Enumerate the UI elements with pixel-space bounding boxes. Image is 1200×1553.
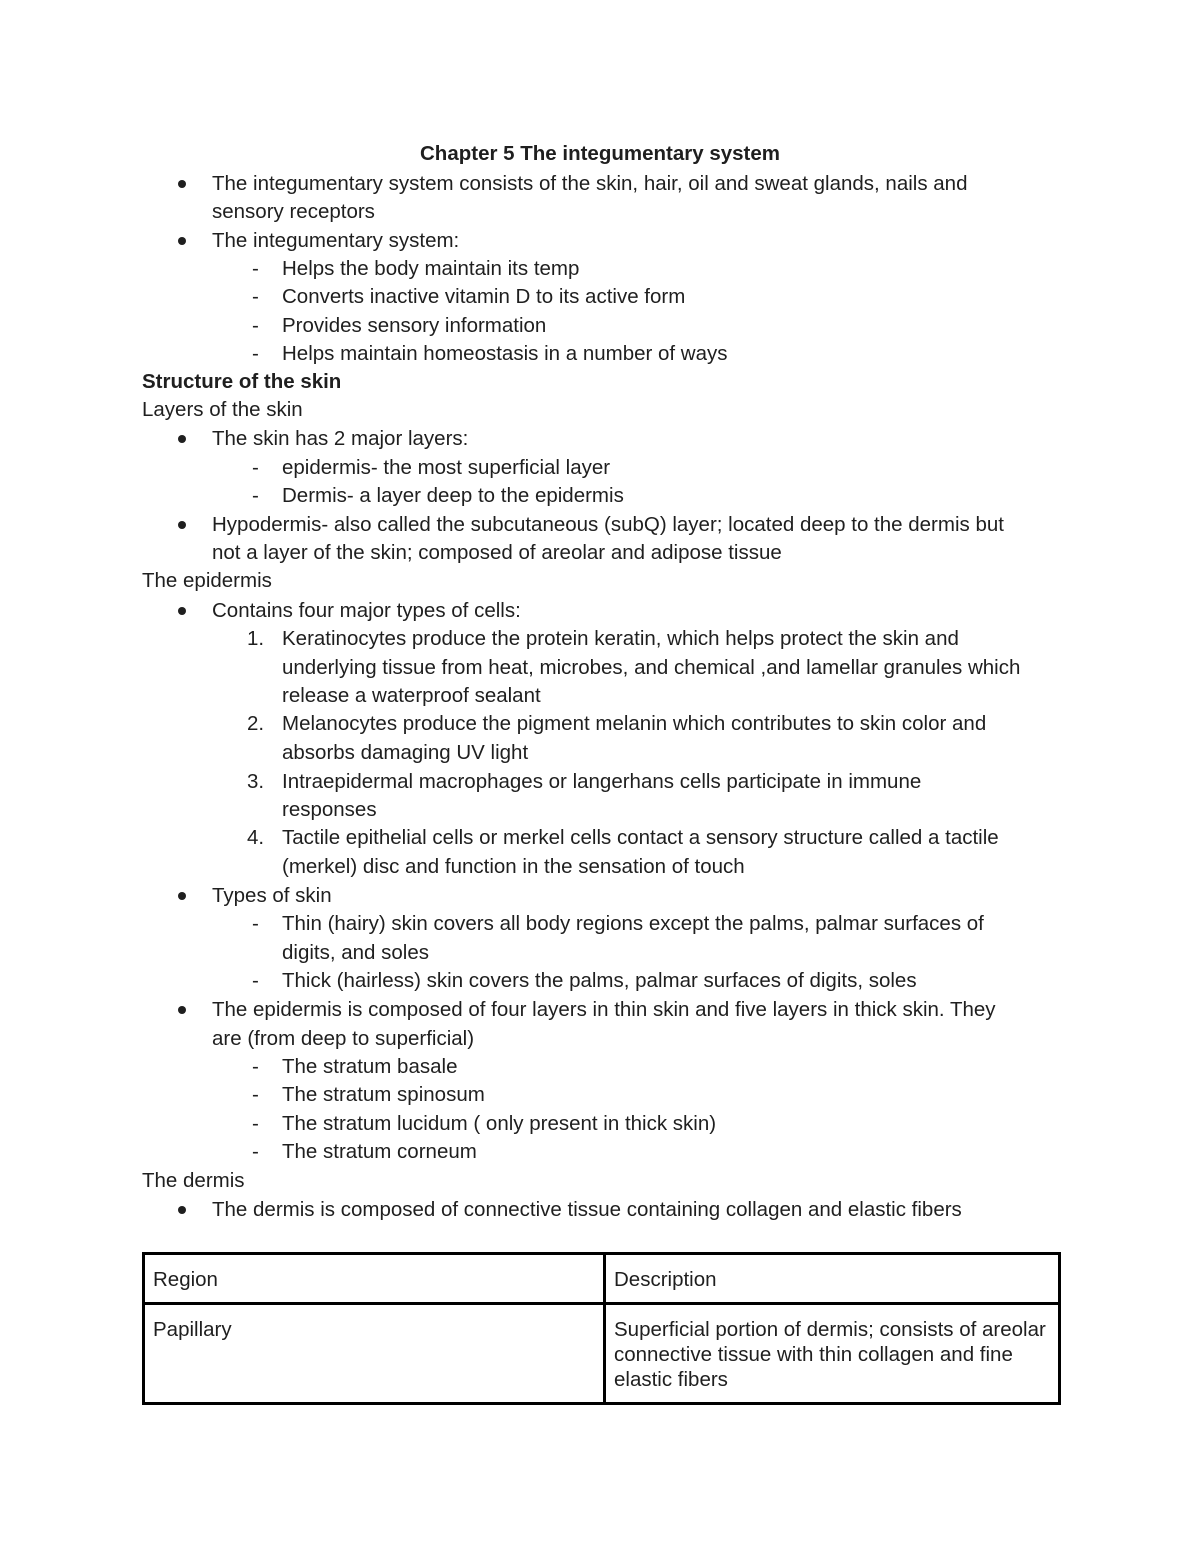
stratum-item: The stratum corneum (282, 1140, 477, 1163)
cell-item-line: release a waterproof sealant (282, 684, 541, 707)
epidermis-layers-line-2: are (from deep to superficial) (212, 1027, 475, 1050)
hypodermis-line-1: Hypodermis- also called the subcutaneous (subQ) layer; located deep to the dermis but (212, 513, 1004, 536)
dash-icon: - (252, 257, 259, 280)
dash-icon: - (252, 314, 259, 337)
intro-bullet-1-line-1: The integumentary system consists of the skin, hair, oil and sweat glands, nails and (212, 172, 968, 195)
cell-item-line: Melanocytes produce the pigment melanin which contributes to skin color and (282, 712, 987, 735)
function-item: Helps maintain homeostasis in a number of ways (282, 342, 728, 365)
cell-types-bullet: Contains four major types of cells: (212, 599, 521, 622)
dash-icon: - (252, 969, 259, 992)
bullet-icon (178, 607, 186, 615)
cell-item-line: Keratinocytes produce the protein keratin, which helps protect the skin and (282, 627, 959, 650)
subheading-layers: Layers of the skin (142, 398, 303, 421)
stratum-item: The stratum lucidum ( only present in thick skin) (282, 1112, 717, 1135)
dash-icon: - (252, 1112, 259, 1135)
function-item: Provides sensory information (282, 314, 547, 337)
cell-item-line: underlying tissue from heat, microbes, and chemical ,and lamellar granules which (282, 656, 1021, 679)
bullet-icon (178, 237, 186, 245)
cell-item-line: responses (282, 798, 377, 821)
dash-icon: - (252, 484, 259, 507)
dash-icon: - (252, 342, 259, 365)
list-number: 2. (247, 712, 265, 735)
skin-type-line: Thick (hairless) skin covers the palms, palmar surfaces of digits, soles (282, 969, 917, 992)
intro-bullet-2: The integumentary system: (212, 229, 460, 252)
table-row (144, 1304, 1060, 1404)
dash-icon: - (252, 285, 259, 308)
table-header-cell: Description (605, 1254, 1060, 1304)
skin-layers-bullet: The skin has 2 major layers: (212, 427, 469, 450)
dermis-regions-table (142, 1252, 1061, 1405)
skin-type-line: Thin (hairy) skin covers all body regions except the palms, palmar surfaces of (282, 912, 984, 935)
page-title: Chapter 5 The integumentary system (420, 142, 780, 165)
dash-icon: - (252, 1083, 259, 1106)
dash-icon: - (252, 1140, 259, 1163)
hypodermis-line-2: not a layer of the skin; composed of areolar and adipose tissue (212, 541, 782, 564)
bullet-icon (178, 1206, 186, 1214)
dash-icon: - (252, 1055, 259, 1078)
dermis-bullet: The dermis is composed of connective tissue containing collagen and elastic fibers (212, 1198, 962, 1221)
bullet-icon (178, 1006, 186, 1014)
table-cell-region: Papillary (144, 1304, 605, 1404)
table-header-cell: Region (144, 1254, 605, 1304)
list-number: 1. (247, 627, 265, 650)
skin-types-bullet: Types of skin (212, 884, 332, 907)
stratum-item: The stratum basale (282, 1055, 458, 1078)
bullet-icon (178, 435, 186, 443)
intro-bullet-1-line-2: sensory receptors (212, 200, 375, 223)
table-cell-description: Superficial portion of dermis; consists of areolar connective tissue with thin collagen and fine elastic fibers (605, 1304, 1060, 1404)
dash-icon: - (252, 456, 259, 479)
stratum-item: The stratum spinosum (282, 1083, 485, 1106)
bullet-icon (178, 521, 186, 529)
bullet-icon (178, 180, 186, 188)
function-item: Helps the body maintain its temp (282, 257, 580, 280)
skin-type-line: digits, and soles (282, 941, 430, 964)
subheading-epidermis: The epidermis (142, 569, 272, 592)
layer-item: epidermis- the most superficial layer (282, 456, 611, 479)
cell-item-line: Tactile epithelial cells or merkel cells contact a sensory structure called a tactile (282, 826, 999, 849)
cell-item-line: Intraepidermal macrophages or langerhans cells participate in immune (282, 770, 922, 793)
function-item: Converts inactive vitamin D to its active form (282, 285, 686, 308)
epidermis-layers-line-1: The epidermis is composed of four layers in thin skin and five layers in thick skin. They (212, 998, 996, 1021)
section-heading-structure: Structure of the skin (142, 370, 342, 393)
cell-item-line: (merkel) disc and function in the sensation of touch (282, 855, 745, 878)
list-number: 4. (247, 826, 265, 849)
cell-item-line: absorbs damaging UV light (282, 741, 529, 764)
bullet-icon (178, 892, 186, 900)
dash-icon: - (252, 912, 259, 935)
subheading-dermis: The dermis (142, 1169, 245, 1192)
list-number: 3. (247, 770, 265, 793)
table-header-row (144, 1254, 1060, 1304)
layer-item: Dermis- a layer deep to the epidermis (282, 484, 624, 507)
